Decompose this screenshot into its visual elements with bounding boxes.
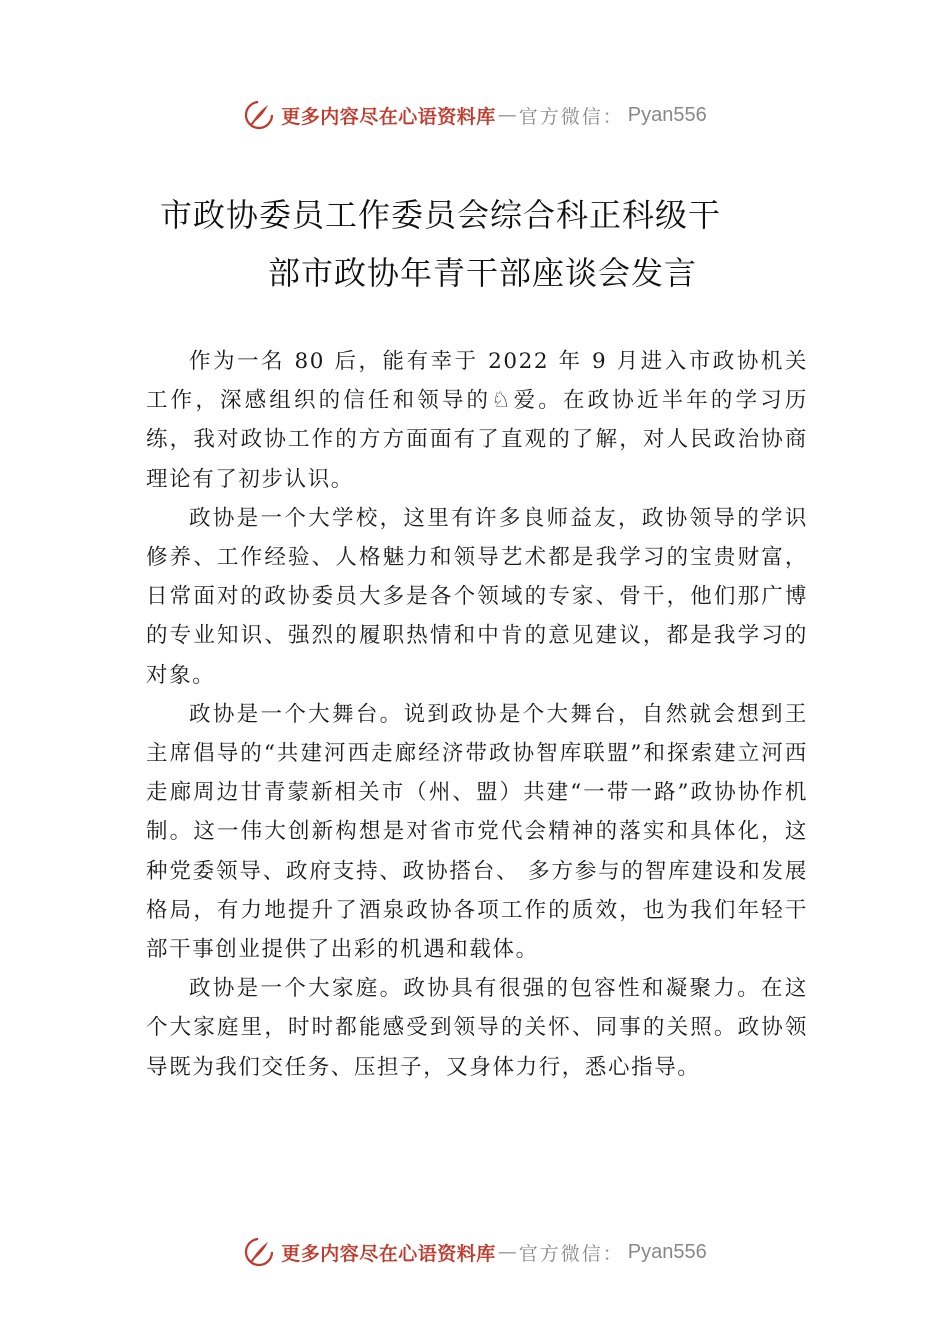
footer-banner — [0, 1232, 950, 1272]
title-line-1: 市政协委员工作委员会综合科正科级干 — [160, 196, 722, 234]
paragraph: 政协是一个大舞台。说到政协是个大舞台，自然就会想到王主席倡导的“共建河西走廊经济带政协智库联盟”和探索建立河西走廊周边甘青蒙新相关市（州、盟）共建“一带一路”政协协作机制。这一伟大创新构想是对省市党代会精神的落实和具体化，这种党委领导、政府支持、政协搭台、 多方参与的智库建设和发展格局，有力地提升了酒泉政协各项工作的质效，也为我们年轻干部干事创业提供了出彩的机遇和载体。 — [146, 701, 808, 963]
paragraph: 政协是一个大家庭。政协具有很强的包容性和凝聚力。在这个大家庭里，时时都能感受到领导的关怀、同事的关照。政协领导既为我们交任务、压担子，又身体力行，悉心指导。 — [146, 976, 808, 1080]
banner-wechat-id: Pyan556 — [627, 1240, 707, 1263]
paragraph: 政协是一个大学校，这里有许多良师益友，政协领导的学识修养、工作经验、人格魅力和领导艺术都是我学习的宝贵财富，日常面对的政协委员大多是各个领域的专家、骨干，他们那广博的专业知识、强烈的履职热情和中肯的意见建议，都是我学习的对象。 — [146, 505, 808, 688]
banner-wechat-id: Pyan556 — [627, 103, 707, 126]
quill-pen-logo-icon — [243, 99, 275, 131]
banner-text: 更多内容尽在心语资料库 — [281, 1242, 496, 1265]
banner-separator: — — [497, 1241, 517, 1263]
banner-wechat-label: 官方微信： — [518, 105, 624, 128]
banner-text: 更多内容尽在心语资料库 — [281, 105, 496, 128]
document-title — [0, 186, 950, 302]
document-body — [146, 342, 808, 1087]
banner-wechat-label: 官方微信： — [518, 1242, 624, 1265]
paragraph: 作为一名 80 后，能有幸于 2022 年 9 月进入市政协机关工作，深感组织的信任和领导的♘爱。在政协近半年的学习历练，我对政协工作的方方面面有了直观的了解，对人民政治协商理论有了初步认识。 — [146, 349, 808, 492]
banner-separator: — — [497, 104, 517, 126]
header-banner — [0, 95, 950, 135]
quill-pen-logo-icon — [243, 1236, 275, 1268]
title-line-2: 部市政协年青干部座谈会发言 — [268, 254, 698, 292]
